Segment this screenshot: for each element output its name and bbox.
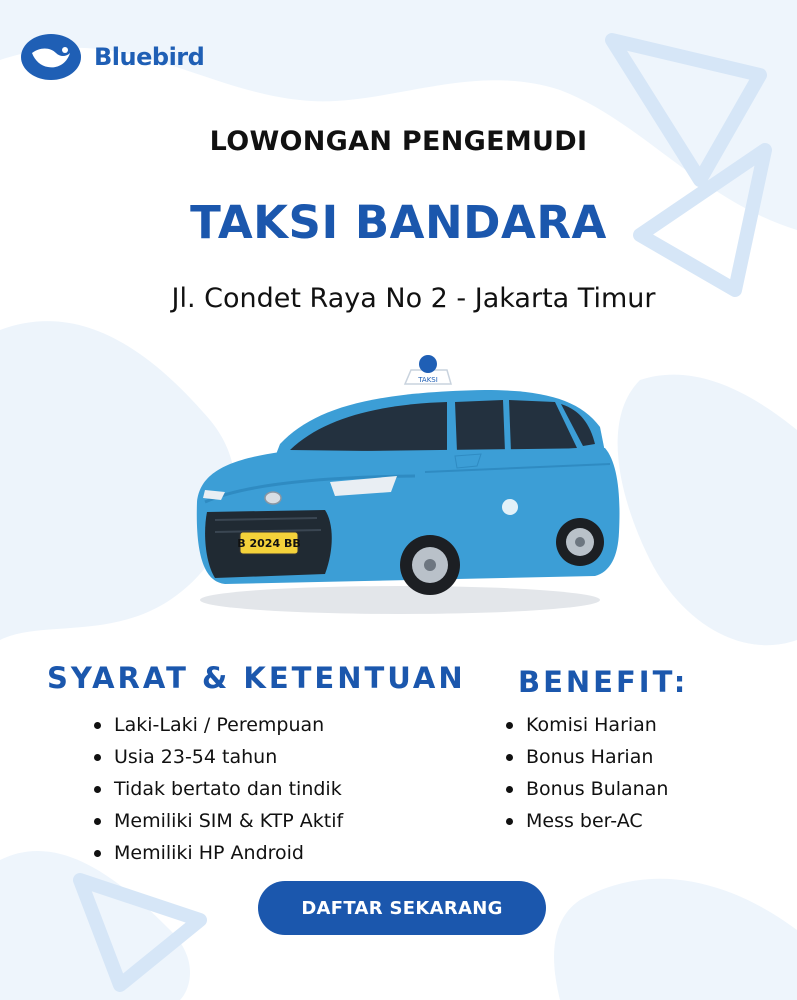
benefits-title: BENEFIT: [518,665,689,699]
taxi-car-image [185,352,625,622]
register-now-button[interactable]: DAFTAR SEKARANG [258,881,546,935]
bluebird-logo-icon [20,33,82,81]
brand-name: Bluebird [94,43,205,71]
license-plate: B 2024 BB [237,537,301,550]
job-title: TAKSI BANDARA [190,196,607,249]
job-headline: LOWONGAN PENGEMUDI [209,126,588,157]
bluebird-logo [20,33,204,81]
requirements-title: SYARAT & KETENTUAN [47,661,466,695]
list-item: Tidak bertato dan tindik [92,773,343,805]
benefits-list [504,709,668,837]
list-item: Laki-Laki / Perempuan [92,709,343,741]
list-item: Komisi Harian [504,709,668,741]
list-item: Memiliki SIM & KTP Aktif [92,805,343,837]
roof-sign-text: TAKSI [418,376,438,384]
job-address: Jl. Condet Raya No 2 - Jakarta Timur [171,283,656,314]
list-item: Usia 23-54 tahun [92,741,343,773]
list-item: Memiliki HP Android [92,837,343,869]
requirements-list [92,709,343,869]
list-item: Bonus Bulanan [504,773,668,805]
list-item: Mess ber-AC [504,805,668,837]
list-item: Bonus Harian [504,741,668,773]
